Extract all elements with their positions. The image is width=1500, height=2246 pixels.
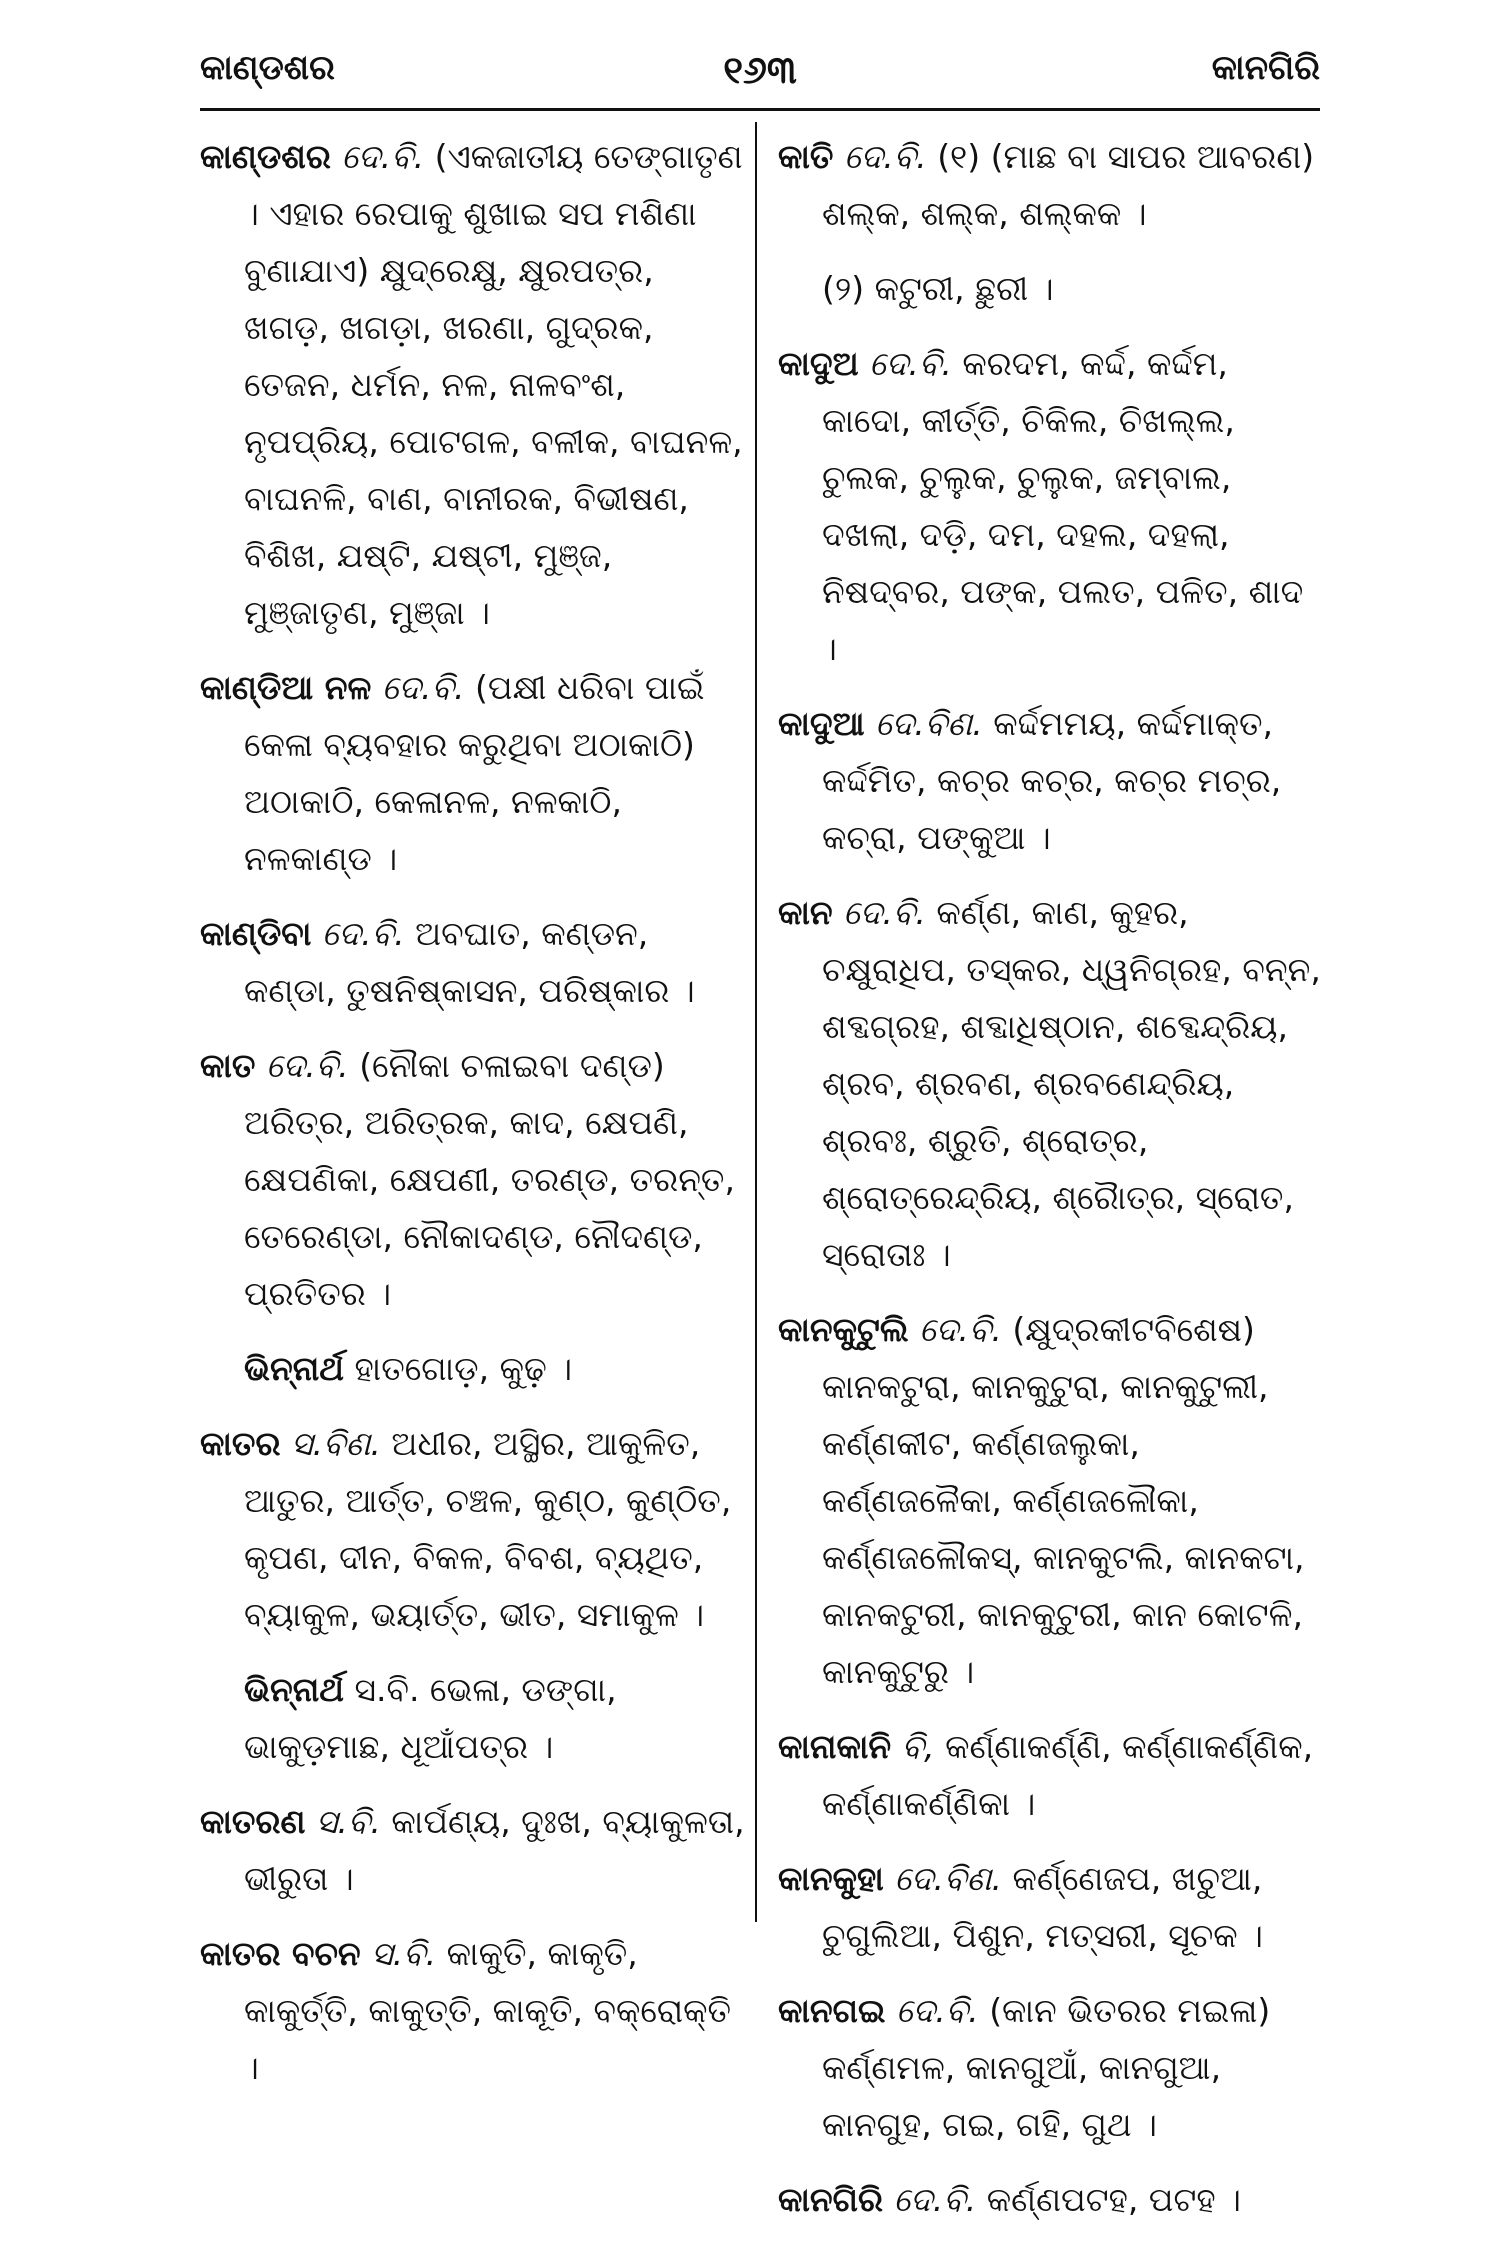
headword: କାନକୁଟୁଲି xyxy=(778,1310,909,1349)
dictionary-entry xyxy=(200,1925,745,2096)
grammar-label: ସ.ବିଣ. xyxy=(290,1424,381,1463)
entry-text: କର୍ଣ୍ଣପଟହ, ପଟହ । xyxy=(986,2180,1241,2219)
headword: କାନାକାନି xyxy=(778,1727,892,1766)
headword: କାତରଣ xyxy=(200,1802,306,1841)
entry-text: (୨) କଟୁରୀ, ଛୁରୀ । xyxy=(822,269,1054,308)
entry-text: କର୍ଣ୍ଣ, କାଣ, କୁହର, ଚକ୍ଷୁରାଧିପ, ତସ୍କର, ଧ୍ୱନିଗ୍ରହ, ବନ୍ନ, ଶବ୍ଦଗ୍ରହ, ଶବ୍ଦାଧିଷ୍ଠାନ, ଶବ୍ଦେନ୍ଦ୍ରିୟ, ଶ୍ରବ, ଶ୍ରବଣ, ଶ୍ରବଣେନ୍ଦ୍ରିୟ, ଶ୍ରବଃ, ଶ୍ରୁତି, ଶ୍ରୋତ୍ର, ଶ୍ରୋତ୍ରେନ୍ଦ୍ରିୟ, ଶ୍ରୈାତ୍ର, ସ୍ରୋତ, ସ୍ରୋତାଃ । xyxy=(822,893,1321,1274)
grammar-label: ବି, xyxy=(901,1727,935,1766)
entry-text: ଅଧୀର, ଅସ୍ଥିର, ଆକୁଳିତ, ଆତୁର, ଆର୍ତ୍ତ, ଚଞ୍ଚଳ, କୁଣ୍ଠ, କୁଣ୍ଠିତ, କୃପଣ, ଦୀନ, ବିକଳ, ବିବଶ, ବ୍ୟଥିତ, ବ୍ୟାକୁଳ, ଭୟାର୍ତ୍ତ, ଭୀତ, ସମାକୁଳ । xyxy=(244,1424,732,1634)
headword: କାନଗିରି xyxy=(778,2180,884,2219)
dictionary-entry xyxy=(778,1718,1323,1832)
page-number: ୧୬୩ xyxy=(723,48,797,92)
headword: କାତି xyxy=(778,137,834,176)
entry-text: (କାନ ଭିତରର ମଇଳା) କର୍ଣ୍ଣମଳ, କାନଗୁଆଁ, କାନଗୁଆ, କାନଗୁହ, ଗଇ, ଗହି, ଗୁଥ । xyxy=(822,1991,1271,2144)
dictionary-entry xyxy=(200,1793,745,1907)
grammar-label: ସ.ବି. xyxy=(315,1802,381,1841)
dictionary-entry xyxy=(778,2171,1323,2228)
dictionary-entry xyxy=(200,1415,745,1643)
headword: କାନ xyxy=(778,893,833,932)
entry-text: କର୍ଦ୍ଦମମୟ, କର୍ଦ୍ଦମାକ୍ତ, କର୍ଦ୍ଦମିତ, କଚ୍‌ର କଚ୍‌ର, କଚ୍‌ର ମଚ୍‌ର, କଚ୍‌ରା, ପଙ୍କୁଆ । xyxy=(822,704,1282,857)
grammar-label: ଦେ.ବି. xyxy=(265,1046,349,1085)
entry-text: (କ୍ଷୁଦ୍ରକୀଟବିଶେଷ) କାନକଟୁରା, କାନକୁଟୁରା, କାନକୁଟୁଲୀ, କର୍ଣ୍ଣକୀଟ, କର୍ଣ୍ଣଜଲୁକା, କର୍ଣ୍ଣଜଳୈକା, କର୍ଣ୍ଣଜଳୌକା, କର୍ଣ୍ଣଜଳୌକସ୍, କାନକୁଟଲି, କାନକଟା, କାନକଟୁରୀ, କାନକୁଟୁରୀ, କାନ କୋଟଳି, କାନକୁଟୁରୁ । xyxy=(822,1310,1305,1691)
grammar-label: ଦେ.ବି. xyxy=(381,668,465,707)
dictionary-entry xyxy=(778,695,1323,866)
sub-sense-label: ଭିନ୍ନାର୍ଥ xyxy=(244,1349,344,1388)
sub-sense xyxy=(200,1340,745,1397)
headword: କାଣ୍ଡିବା xyxy=(200,914,312,953)
header-left-guide-word: କାଣ୍ଡଶର xyxy=(200,48,335,88)
headword: କାତର ବଚନ xyxy=(200,1934,361,1973)
header-rule xyxy=(200,108,1320,111)
page-header xyxy=(200,42,1320,102)
entry-text: (ଏକଜାତୀୟ ତେଙ୍ଗାତୃଣ । ଏହାର ରେପାକୁ ଶୁଖାଇ ସପ ମଶିଣା ବୁଣାଯାଏ) କ୍ଷୁଦ୍ରେକ୍ଷୁ, କ୍ଷୁରପତ୍ର, ଖଗଡ଼, ଖଗଡ଼ା, ଖରଣା, ଗୁଦ୍ରକ, ତେଜନ, ଧର୍ମନ, ନଳ, ନାଳବଂଶ, ନୃପପ୍ରିୟ, ପୋଟଗଳ, ବଳୀକ, ବାଘନଳ, ବାଘନଳି, ବାଣ, ବାନୀରକ, ବିଭୀଷଣ, ବିଶିଖ, ଯଷ୍ଟି, ଯଷ୍ଟୀ, ମୁଞ୍ଜ, ମୁଞ୍ଜାତୃଣ, ମୁଞ୍ଜା । xyxy=(244,137,743,632)
dictionary-entry xyxy=(778,1301,1323,1700)
left-column xyxy=(200,128,745,2114)
grammar-label: ଦେ.ବି. xyxy=(341,137,425,176)
dictionary-entry xyxy=(200,128,745,641)
headword: କାଦୁଅ xyxy=(778,344,859,383)
dictionary-entry xyxy=(778,1982,1323,2153)
entry-text: (୧) (ମାଛ ବା ସାପର ଆବରଣ) ଶଲ୍କ, ଶଲ୍କ, ଶଲ୍କକ । xyxy=(822,137,1315,233)
header-right-guide-word: କାନଗିରି xyxy=(1211,48,1320,88)
headword: କାନଗଇ xyxy=(778,1991,886,2030)
entry-text: (ନୌକା ଚଳାଇବା ଦଣ୍ଡ) ଅରିତ୍ର, ଅରିତ୍ରକ, କାଦ, କ୍ଷେପଣି, କ୍ଷେପଣିକା, କ୍ଷେପଣୀ, ତରଣ୍ଡ, ତରନ୍ତ, ତେରେଣ୍ଡା, ନୌକାଦଣ୍ଡ, ନୌଦଣ୍ଡ, ପ୍ରତିତର । xyxy=(244,1046,735,1313)
grammar-label: ଦେ.ବିଣ. xyxy=(875,704,983,743)
dictionary-entry xyxy=(200,905,745,1019)
dictionary-entry xyxy=(200,659,745,887)
headword: କାତ xyxy=(200,1046,256,1085)
dictionary-entry xyxy=(778,884,1323,1283)
sub-sense xyxy=(200,1661,745,1775)
sub-sense-label: ଭିନ୍ନାର୍ଥ xyxy=(244,1670,344,1709)
grammar-label: ଦେ.ବିଣ. xyxy=(894,1859,1002,1898)
grammar-label: ଦେ.ବି. xyxy=(843,893,926,932)
grammar-label: ଦେ.ବି. xyxy=(321,914,405,953)
headword: କାଦୁଆ xyxy=(778,704,865,743)
entry-text: ହାତଗୋଡ଼, କୁଢ଼ । xyxy=(354,1349,573,1388)
headword: କାଣ୍ଡଶର xyxy=(200,137,331,176)
entry-text: କାକୁତି, କାକୃତି, କାକୁର୍ତ୍ତି, କାକୁତ୍ତି, କାକୂତି, ବକ୍ରୋକ୍ତି । xyxy=(244,1934,732,2087)
entry-text: କର୍ଣ୍ଣେଜପ, ଖଚୁଆ, ଚୁଗୁଲିଆ, ପିଶୁନ, ମତ୍ସରୀ, ସୂଚକ । xyxy=(822,1859,1264,1955)
entry-text: (ପକ୍ଷୀ ଧରିବା ପାଇଁ କେଳା ବ୍ୟବହାର କରୁଥିବା ଅଠାକାଠି) ଅଠାକାଠି, କେଳାନଳ, ନଳକାଠି, ନଳକାଣ୍ଡ । xyxy=(244,668,705,878)
sub-sense xyxy=(778,260,1323,317)
grammar-label: ଦେ.ବି. xyxy=(895,1991,979,2030)
headword: କାନକୁହା xyxy=(778,1859,884,1898)
entry-text: କାର୍ପଣ୍ୟ, ଦୁଃଖ, ବ୍ୟାକୁଳତା, ଭୀରୁତା । xyxy=(244,1802,745,1898)
entry-text: ଅବଘାତ, କଣ୍ଡନ, କଣ୍ଡା, ତୁଷନିଷ୍କାସନ, ପରିଷ୍କାର । xyxy=(244,914,695,1010)
dictionary-entry xyxy=(778,1850,1323,1964)
entry-text: ସ.ବି. ଭେଳା, ଡଙ୍ଗା, ଭାକୁଡ଼ମାଛ, ଧୂଆଁପତ୍ର । xyxy=(244,1670,617,1766)
column-divider xyxy=(755,122,757,1922)
grammar-label: ଦେ.ବି. xyxy=(843,137,927,176)
dictionary-entry xyxy=(200,1037,745,1322)
headword: କାଣ୍ଡିଆ ନଳ xyxy=(200,668,372,707)
dictionary-entry xyxy=(778,335,1323,677)
entry-text: କରଦମ, କର୍ଦ୍ଦ, କର୍ଦ୍ଦମ, କାଦୋ, କୀର୍ତ୍ତି, ଚିକିଲ, ଚିଖଲ୍ଲ, ଚୁଲକ, ଚୁଲୁକ, ଚୁଲୁକ, ଜମ୍ବାଲ, ଦଖଲା, ଦଡ଼ି, ଦମ, ଦହଲ, ଦହଲା, ନିଷଦ୍ବର, ପଙ୍କ, ପଲତ, ପଳିତ, ଶାଦ । xyxy=(822,344,1304,668)
grammar-label: ଦେ.ବି. xyxy=(869,344,952,383)
right-column xyxy=(778,128,1323,2246)
grammar-label: ଦେ.ବି. xyxy=(919,1310,1002,1349)
grammar-label: ଦେ.ବି. xyxy=(893,2180,977,2219)
grammar-label: ସ.ବି. xyxy=(371,1934,437,1973)
entry-text: କର୍ଣ୍ଣାକର୍ଣ୍ଣି, କର୍ଣ୍ଣାକର୍ଣ୍ଣିକ, କର୍ଣ୍ଣାକର୍ଣ୍ଣିକା । xyxy=(822,1727,1314,1823)
dictionary-entry xyxy=(778,128,1323,242)
headword: କାତର xyxy=(200,1424,281,1463)
